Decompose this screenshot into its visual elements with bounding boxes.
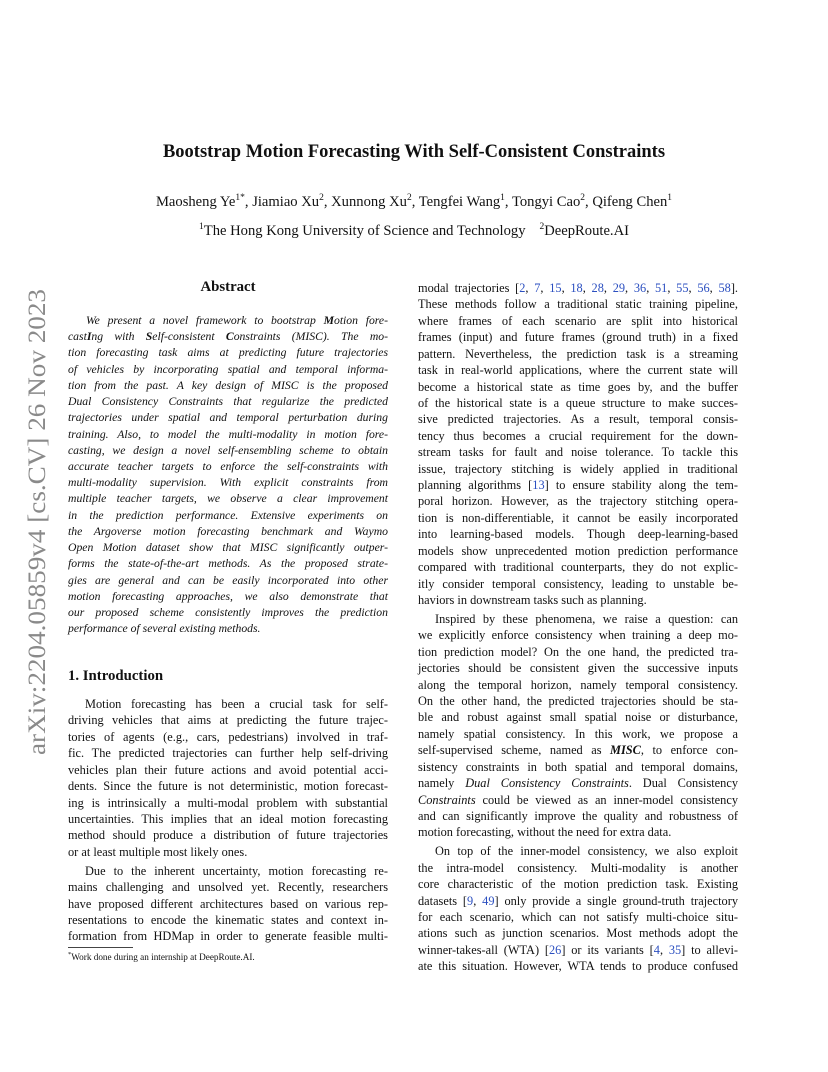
body-text-line: driving vehicles that aims at predicting the future trajec-	[68, 713, 388, 728]
body-text-line: or at least multiple most likely ones.	[68, 844, 248, 859]
body-text-line: uncertainties. This implies that an ideal motion forecasting	[68, 811, 388, 826]
citation-link[interactable]: 55	[676, 281, 689, 295]
body-text-line: fic. The predicted trajectories can further help self-driving	[68, 746, 388, 761]
body-text-line: ble and robust against small spatial noise or disturbance,	[418, 710, 738, 725]
abstract-line: motion forecasting approaches, we also demonstrate that	[68, 589, 388, 603]
paper-title: Bootstrap Motion Forecasting With Self-Consistent Constraints	[162, 142, 666, 162]
body-text-line: along the temporal horizon, namely temporal consistency.	[418, 677, 738, 692]
author-affiliation-mark: 2	[406, 193, 412, 204]
author-affiliation-mark: 2	[580, 193, 586, 204]
body-text-line: ing is intrinsically a multi-modal problem with substantial	[68, 795, 388, 810]
body-text-line: vehicles plan their future actions and avoid potential acci-	[68, 762, 388, 777]
abstract-line: gies are general and can be easily incorporated into other	[68, 573, 388, 587]
body-text-line: and can significantly improve the quality and robustness of	[418, 809, 738, 823]
section-heading-introduction: 1. Introduction	[68, 668, 164, 684]
citation-link[interactable]: 58	[718, 281, 731, 295]
abstract-line: Dual Consistency Constraints that regularize the predicted	[68, 395, 388, 409]
body-text-line: core characteristic of the motion prediction task. Existing	[418, 877, 738, 892]
body-text-line: tency thus becomes a crucial requirement for the down-	[418, 428, 738, 443]
abstract-line: performance of several existing methods.	[68, 622, 261, 636]
body-text-line: ate this situation. However, WTA tends to produce confused	[418, 959, 738, 974]
abstract-line: tion from the past. A key design of MISC is the proposed	[68, 378, 388, 392]
left-column-body	[68, 696, 388, 945]
body-text-line: jectories should be consistent given the successive inputs	[418, 661, 738, 676]
body-text-line: formation from HDMap in order to generate feasible multi-	[68, 929, 388, 944]
citation-link[interactable]: 2	[519, 281, 526, 295]
body-text-line: stream tasks for fault and noise tolerance. To tackle this	[418, 445, 738, 460]
author-list: Maosheng $Ye^{1*}$, Jiamiao Xu$^2$, Xunnong Xu$^2$, Tengfei Wang$^1$, Tongyi Cao$^2$, Qifeng Chen$^1$	[155, 193, 673, 210]
body-text-line: resentations to encode the kinematic states and context in-	[68, 912, 388, 927]
body-text-line: issue, trajectory stitching is widely applied in traditional	[418, 461, 738, 476]
abstract-line: forms the state-of-the-art methods. As the proposed strate-	[68, 557, 388, 571]
author-name: Xunnong Xu	[331, 194, 407, 210]
body-text-line: of the historical state is a queue structure to make succes-	[418, 395, 738, 410]
abstract-line: training. Also, to model the multi-modality in motion fore-	[68, 427, 388, 441]
body-text-line: sive predicted trajectories. As a result, temporal consis-	[418, 412, 738, 427]
body-text-line: where frames of each scenario are split into historical	[418, 313, 738, 328]
body-text-line: Motion forecasting has been a crucial task for self-	[85, 697, 388, 711]
affiliation-name: The Hong Kong University of Science and Technology	[203, 223, 526, 239]
author-name: Maosheng Ye	[155, 194, 236, 210]
abstract-line: of vehicles by incorporating spatial and temporal informa-	[68, 362, 388, 376]
citation-link[interactable]: 28	[591, 281, 604, 295]
body-text-line: sistency constraints in both spatial and temporal domains,	[418, 759, 738, 774]
body-text-line: models show unprecedented motion prediction performance	[418, 543, 738, 558]
footnote-mark: *	[68, 950, 72, 958]
body-text-line: These methods follow a traditional static training pipeline,	[418, 297, 738, 312]
abstract-line: our proposed scheme consistently improves the prediction	[68, 605, 388, 619]
body-text-line: we explicitly enforce consistency when training a deep mo-	[418, 628, 738, 643]
body-text-line: dents. Since the future is not deterministic, motion forecast-	[68, 779, 388, 794]
citation-link[interactable]: 49	[482, 893, 495, 908]
abstract-line: castIng with Self-consistent Constraints (MISC). The mo-	[68, 330, 388, 344]
body-text-line: for each scenario, which can not satisfy multi-choice situ-	[418, 910, 738, 925]
abstract-line: multiple teacher targets, we observe a clear improvement	[68, 492, 388, 506]
body-text-line: itly consider temporal consistency, leading to unstable be-	[418, 576, 738, 591]
footnote-divider	[68, 947, 133, 948]
abstract-line: tion forecasting task aims at predicting future trajectories	[68, 346, 388, 360]
body-text-line: tion prediction model? On the one hand, the predicted tra-	[418, 644, 738, 659]
body-text-line: motion forecasting, without the need for extra data.	[418, 825, 672, 840]
citation-link[interactable]: 7	[534, 281, 541, 295]
body-text-line: mains challenging and unsolved yet. Recently, researchers	[68, 880, 388, 895]
footnote-text: Work done during an internship at DeepRoute.AI.	[71, 952, 255, 962]
abstract-line: casting, we design a novel self-ensembling scheme to obtain	[68, 443, 388, 457]
author-affiliation-mark: 1*	[235, 193, 245, 204]
body-text-line: On the other hand, the predicted trajectories should be sta-	[418, 694, 738, 709]
abstract-heading: Abstract	[200, 279, 256, 295]
author-name: Qifeng Chen	[592, 194, 668, 210]
author-name: Tengfei Wang	[418, 194, 501, 210]
body-text-line: frames (input) and future frames (ground truth) in a fixed	[418, 330, 738, 345]
author-name: Tongyi Cao	[511, 194, 581, 210]
citation-link[interactable]: 26	[549, 942, 562, 957]
citation-link[interactable]: 36	[633, 281, 647, 295]
abstract-line: accurate teacher targets to enforce the self-constraints with	[68, 459, 388, 473]
body-text-line: datasets [9, 49] only provide a single ground-truth trajectory	[418, 893, 738, 908]
body-text-line: namely Dual Consistency Constraints. Dual Consistency	[418, 776, 738, 791]
arxiv-identifier: arXiv:2204.05859v4 [cs.CV] 26 Nov 2023	[22, 317, 51, 755]
citation-link[interactable]: 9	[467, 893, 474, 908]
abstract-text	[68, 313, 388, 637]
body-text-line: compared with traditional counterparts, they do not explic-	[418, 560, 738, 575]
body-text-line: ations such as junction scenarios. Most methods adopt the	[418, 926, 738, 941]
author-affiliation-mark: 2	[319, 193, 324, 204]
affiliation-list	[0, 223, 828, 240]
affiliation-mark: 1	[199, 222, 204, 233]
body-text-line: On top of the inner-model consistency, we also exploit	[435, 844, 738, 859]
body-text-line: planning algorithms [13] to ensure stability along the tem-	[418, 478, 739, 493]
body-text-line: have proposed different architectures based on various rep-	[68, 896, 388, 911]
author-affiliation-mark: 1	[667, 193, 673, 204]
citation-link[interactable]: 51	[655, 281, 668, 295]
body-text-line: self-supervised scheme, named as MISC, to enforce con-	[418, 743, 738, 758]
citation-link[interactable]: 4	[653, 942, 660, 957]
citation-link[interactable]: 15	[549, 281, 562, 295]
abstract-line: Open Motion dataset show that MISC significantly outper-	[68, 541, 388, 555]
abstract-line: the Argoverse motion forecasting benchmark and Waymo	[68, 524, 388, 538]
citation-link[interactable]: 35	[668, 942, 682, 957]
abstract-line: We present a novel framework to bootstrap Motion fore-	[86, 314, 388, 327]
citation-link[interactable]: 29	[612, 281, 626, 295]
affiliation-name: DeepRoute.AI	[544, 223, 629, 239]
body-text-line: Due to the inherent uncertainty, motion forecasting re-	[85, 863, 388, 878]
body-text-line: pattern. Nevertheless, the prediction task is a streaming	[418, 346, 738, 361]
body-text-line: modal trajectories [2, 7, 15, 18, 28, 29, 36, 51, 55, 56, 58].	[418, 281, 739, 295]
author-affiliation-mark: 1	[500, 193, 505, 204]
abstract-line: trajectories under spatial and temporal perturbation during	[68, 411, 388, 425]
body-text-line: winner-takes-all (WTA) [26] or its variants [4, 35] to allevi-	[418, 942, 739, 957]
body-text-line: the intra-model consistency. Multi-modality is another	[418, 860, 738, 875]
abstract-line: multi-modality supervision. With explicit constraints from	[68, 476, 388, 490]
body-text-line: tories of agents (e.g., cars, pedestrians) involved in traf-	[68, 729, 388, 744]
arxiv-side-stamp	[9, 285, 55, 755]
citation-link[interactable]: 18	[570, 281, 583, 295]
body-text-line: into learning-based models. Though deep-learning-based	[418, 527, 738, 542]
abstract-line: in the prediction performance. Extensive experiments on	[68, 508, 388, 522]
affiliation-mark: 2	[539, 222, 545, 233]
citation-link[interactable]: 56	[697, 281, 710, 295]
right-column-body	[418, 280, 738, 975]
citation-link[interactable]: 13	[532, 478, 545, 493]
body-text-line: namely spatial consistency. In this work, we propose a	[418, 726, 738, 741]
body-text-line: poral horizon. However, as the trajectory stitching opera-	[418, 494, 738, 509]
footnote	[68, 952, 255, 962]
body-text-line: haviors in downstream tasks such as planning.	[418, 593, 647, 608]
body-text-line: Inspired by these phenomena, we raise a question: can	[435, 611, 738, 626]
body-text-line: task in real-world applications, where the current state will	[418, 363, 738, 378]
body-text-line: become a historical state as time goes by, and the buffer	[418, 379, 738, 394]
body-text-line: tion is non-differentiable, it cannot be easily incorporated	[418, 510, 738, 525]
author-name: Jiamiao Xu	[252, 194, 320, 210]
body-text-line: Constraints could be viewed as an inner-model consistency	[418, 792, 738, 807]
body-text-line: method should produce a distribution of future trajectories	[68, 828, 388, 843]
